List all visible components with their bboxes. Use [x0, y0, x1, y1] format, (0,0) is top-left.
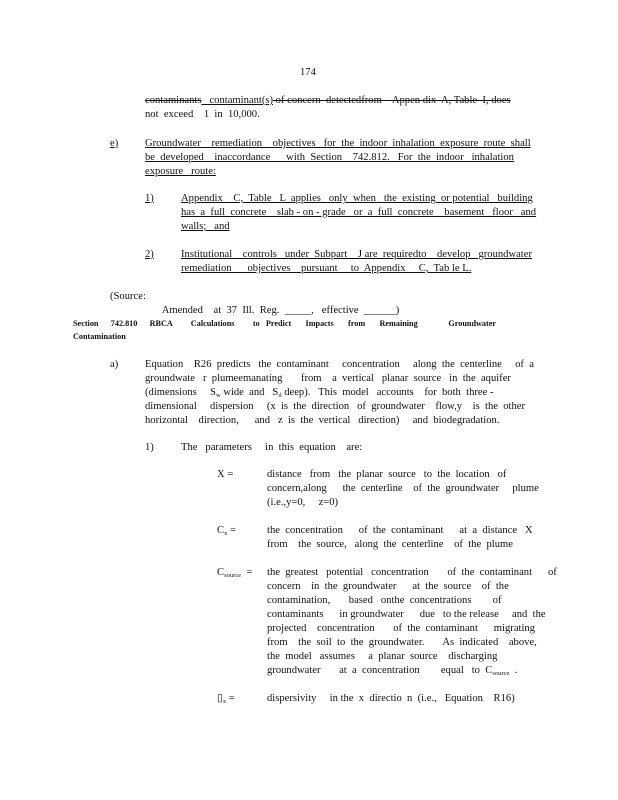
section-heading-line-1: Section 742.810 RBCA Calculations to Predict Impacts from Remaining Groundwater — [73, 319, 497, 328]
definition-csource-line-7: the model assumes a planar source discharging — [267, 651, 498, 662]
term-cx-main: C — [217, 525, 225, 536]
item-e-line-2-underlined: be developed inaccordance with Section 742.812. — [145, 152, 390, 163]
struck-word-contaminants: contaminants — [145, 95, 202, 106]
definition-csource-line-8-text: groundwater at a concentration equal to C — [267, 665, 493, 676]
item-a-line-5: horizontal direction, and z is the vertical direction) and biodegradation. — [145, 415, 500, 426]
definition-x-line-3: (i.e.,y=0, z=0) — [267, 497, 339, 508]
definition-csource-line-6: from the soil to the groundwater. As indicated above, — [267, 637, 537, 648]
definition-term-alpha-x — [217, 692, 235, 709]
definition-term-cx — [217, 524, 236, 541]
item-a-marker: a) — [110, 359, 119, 370]
term-cx-sub: x — [224, 530, 228, 537]
source-blank-1: _____ — [284, 305, 312, 316]
subscript-w: w — [215, 392, 221, 399]
item-1-line-2: has a full concrete slab - on - grade or a full concrete basement floor and — [181, 207, 537, 218]
item-e-line-1: Groundwater remediation objectives for the indoor inhalation exposure route shall — [145, 138, 531, 149]
definition-cx-line-1: the concentration of the contaminant at a distance X — [267, 525, 533, 536]
term-alpha-x-tail: = — [226, 693, 235, 704]
term-csource-sub: source — [224, 572, 242, 579]
intro-line-1 — [145, 94, 511, 108]
definition-alpha-x-line-1: dispersivity in the x directio n (i.e., Equation R16) — [267, 693, 515, 704]
item-e-line-3: exposure route: — [145, 166, 216, 177]
subscript-d: d — [278, 392, 282, 399]
source-note — [157, 290, 399, 318]
term-alpha-x-sub: x — [222, 698, 227, 705]
definition-x-line-2: concern,along the centerline of the groundwater plume — [267, 483, 539, 494]
intro-line-2: not exceed 1 in 10,000. — [145, 109, 260, 120]
definition-term-csource — [217, 566, 252, 583]
page-number: 174 — [300, 67, 316, 78]
item-e-line-2 — [145, 151, 514, 165]
item-2-line-2: remediation objectives pursuant to Appendix C, Tab le L. — [181, 263, 472, 274]
intro-line-1-rest: of concern detectedfrom Appen dix A, Table I, does — [273, 95, 511, 106]
definition-csource-line-8-tail: . — [509, 665, 518, 676]
definition-csource-line-8 — [267, 664, 517, 681]
definition-x-line-1: distance from the planar source to the location of — [267, 469, 507, 480]
definition-cx-line-2: from the source, along the centerline of the plume — [267, 539, 513, 550]
item-a-line-4: dimensional dispersion (x is the direction of groundwater flow,y is the other — [145, 401, 526, 412]
term-alpha-x-main: ▯ — [217, 693, 223, 704]
source-text: Amended at 37 Ill. Reg. — [161, 305, 280, 316]
item-1-line-1: Appendix C, Table L applies only when the existing or potential building — [181, 193, 533, 204]
term-cx-tail: = — [227, 525, 236, 536]
item-a-line-2: groundwate r plumeemanating from a vertical planar source in the aquifer — [145, 373, 511, 384]
definition-csource-line-5: projected concentration of the contaminant migrating — [267, 623, 535, 634]
definition-csource-line-1: the greatest potential concentration of the contaminant of — [267, 567, 557, 578]
definition-csource-line-8-sub: source — [492, 670, 510, 677]
definition-csource-line-3: contamination, based onthe concentrations of — [267, 595, 502, 606]
term-csource-main: C — [217, 567, 225, 578]
item-a-line-3-part-2: wide and S — [220, 387, 279, 398]
item-e-marker: e) — [110, 138, 119, 149]
item-a-line-1: Equation R26 predicts the contaminant concentration along the centerline of a — [145, 359, 534, 370]
inserted-word-contaminants: contaminant(s) — [209, 95, 273, 106]
section-heading-line-2: Contamination — [73, 332, 126, 341]
source-label: (Source: — [110, 291, 146, 302]
definition-csource-line-2: concern in the groundwater at the source of the — [267, 581, 509, 592]
item-a1-marker: 1) — [145, 442, 154, 453]
definition-term-x: X = — [217, 469, 234, 480]
item-e-line-2-rest: For the indoor inhalation — [389, 152, 514, 163]
source-blank-2: ______ — [363, 305, 396, 316]
definition-csource-line-4: contaminants in groundwater due to the release and the — [267, 609, 546, 620]
item-2-line-1: Institutional controls under Subpart J are requiredto develop groundwater — [181, 249, 532, 260]
source-effective: , effective — [311, 305, 359, 316]
item-a-line-3-part-3: deep). This model accounts for both three - — [281, 387, 494, 398]
item-1-line-3: walls; and — [181, 221, 230, 232]
term-csource-tail: = — [241, 567, 253, 578]
item-a1-text: The parameters in this equation are: — [181, 442, 363, 453]
item-a-line-3-part-1: (dimensions S — [145, 387, 216, 398]
item-1-marker: 1) — [145, 193, 154, 204]
source-close: ) — [395, 305, 400, 316]
item-2-marker: 2) — [145, 249, 154, 260]
